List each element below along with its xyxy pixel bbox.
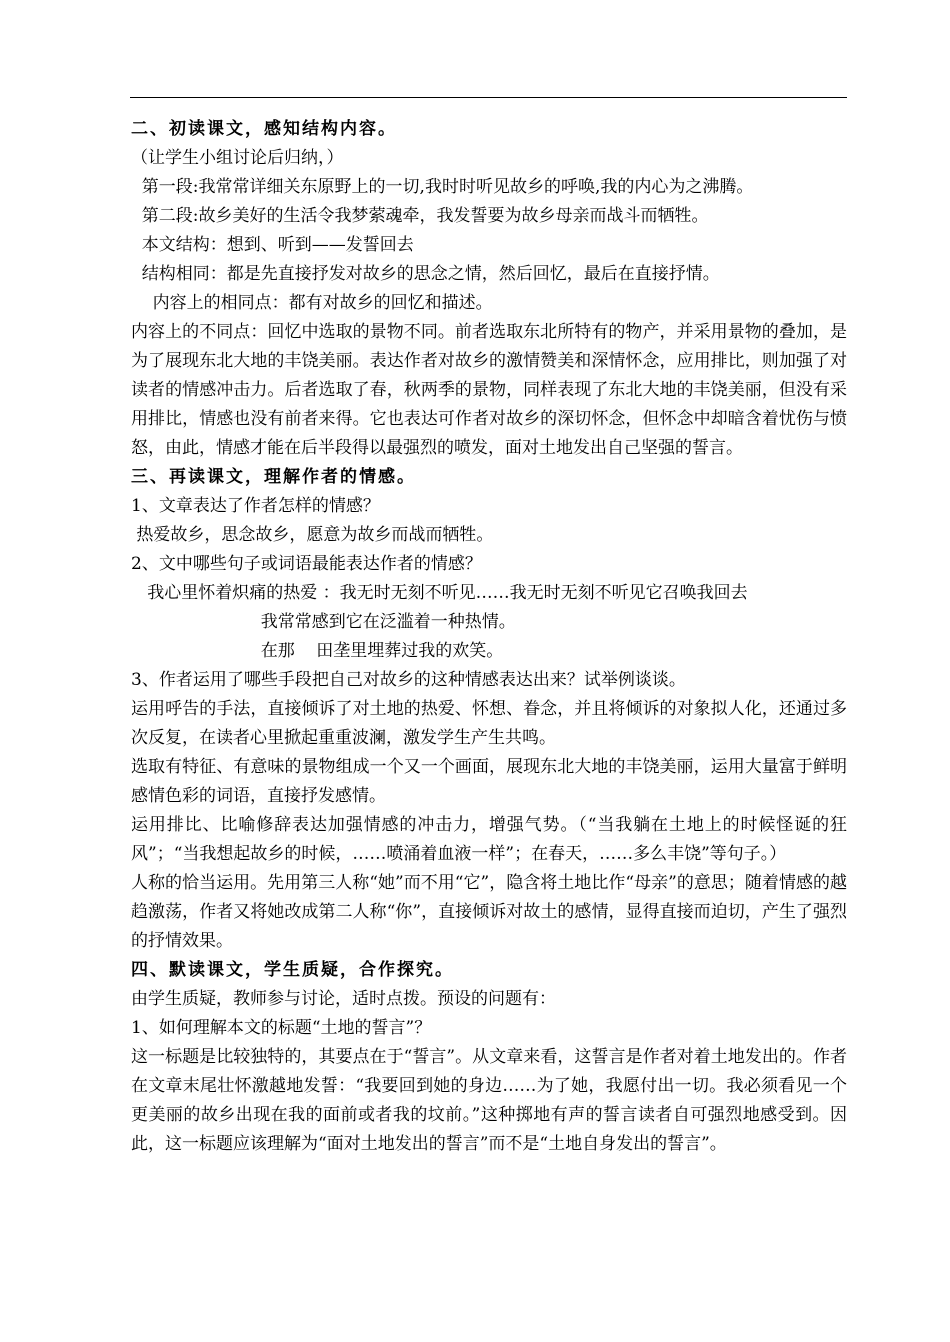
text-line: 内容上的相同点：都有对故乡的回忆和描述。 — [131, 293, 493, 313]
document-body — [131, 115, 847, 1159]
section-2-heading: 二、初读课文，感知结构内容。 — [131, 119, 397, 139]
question-2: 2、文中哪些句子或词语最能表达作者的情感？ — [131, 554, 482, 574]
answer-1: 热爱故乡，思念故乡，愿意为故乡而战而牺牲。 — [131, 525, 494, 545]
question-1: 1、如何理解本文的标题“土地的誓言”？ — [131, 1018, 432, 1038]
header-rule — [130, 97, 847, 98]
section-3-heading: 三、再读课文，理解作者的情感。 — [131, 467, 416, 487]
question-3: 3、作者运用了哪些手段把自己对故乡的这种情感表达出来？试举例谈谈。 — [131, 670, 686, 690]
question-1: 1、文章表达了作者怎样的情感？ — [131, 496, 380, 516]
answer-2-line: 在那 田垄里埋葬过我的欢笑。 — [131, 641, 504, 661]
paragraph: 这一标题是比较独特的，其要点在于“誓言”。从文章来看，这誓言是作者对着土地发出的。作者在文章末尾壮怀激越地发誓：“我要回到她的身边……为了她，我愿付出一切。我必须看见一个更美丽的故乡出现在我的面前或者我的坟前。”这种掷地有声的誓言读者自可强烈地感受到。因此，这一标题应该理解为“面对土地发出的誓言”而不是“土地自身发出的誓言”。 — [131, 1047, 847, 1154]
paragraph: 运用呼告的手法，直接倾诉了对土地的热爱、怀想、眷念，并且将倾诉的对象拟人化，还通过多次反复，在读者心里掀起重重波澜，激发学生产生共鸣。 — [131, 699, 847, 748]
text-line: （让学生小组讨论后归纳，） — [131, 148, 344, 168]
text-line: 第一段:我常常详细关东原野上的一切,我时时听见故乡的呼唤,我的内心为之沸腾。 — [131, 177, 754, 197]
paragraph: 运用排比、比喻修辞表达加强情感的冲击力，增强气势。（“当我躺在土地上的时候怪诞的狂风”；“当我想起故乡的时候，……喷涌着血液一样”；在春天，……多么丰饶”等句子。） — [131, 815, 847, 864]
text-line: 结构相同：都是先直接抒发对故乡的思念之情，然后回忆，最后在直接抒情。 — [131, 264, 720, 284]
paragraph: 内容上的不同点：回忆中选取的景物不同。前者选取东北所特有的物产，并采用景物的叠加，是为了展现东北大地的丰饶美丽。表达作者对故乡的激情赞美和深情怀念，应用排比，则加强了对读者的情感冲击力。后者选取了春，秋两季的景物，同样表现了东北大地的丰饶美丽，但没有采用排比，情感也没有前者来得。它也表达可作者对故乡的深切怀念，但怀念中却暗含着忧伤与愤怒，由此，情感才能在后半段得以最强烈的喷发，面对土地发出自己坚强的誓言。 — [131, 322, 847, 458]
paragraph: 选取有特征、有意味的景物组成一个又一个画面，展现东北大地的丰饶美丽，运用大量富于鲜明感情色彩的词语，直接抒发感情。 — [131, 757, 847, 806]
text-line: 本文结构：想到、听到——发誓回去 — [131, 235, 414, 255]
paragraph: 人称的恰当运用。先用第三人称“她”而不用“它”，隐含将土地比作“母亲”的意思；随着情感的越趋激荡，作者又将她改成第二人称“你”，直接倾诉对故土的感情，显得直接而迫切，产生了强烈的抒情效果。 — [131, 873, 847, 951]
text-line: 由学生质疑，教师参与讨论，适时点拨。预设的问题有： — [131, 989, 556, 1009]
answer-2-line: 我心里怀着炽痛的热爱 ：我无时无刻不听见……我无时无刻不听见它召唤我回去 — [131, 583, 748, 603]
answer-2-line: 我常常感到它在泛滥着一种热情。 — [131, 612, 516, 632]
section-4-heading: 四、默读课文，学生质疑，合作探究。 — [131, 960, 454, 980]
text-line: 第二段:故乡美好的生活令我梦萦魂牵，我发誓要为故乡母亲而战斗而牺牲。 — [131, 206, 709, 226]
